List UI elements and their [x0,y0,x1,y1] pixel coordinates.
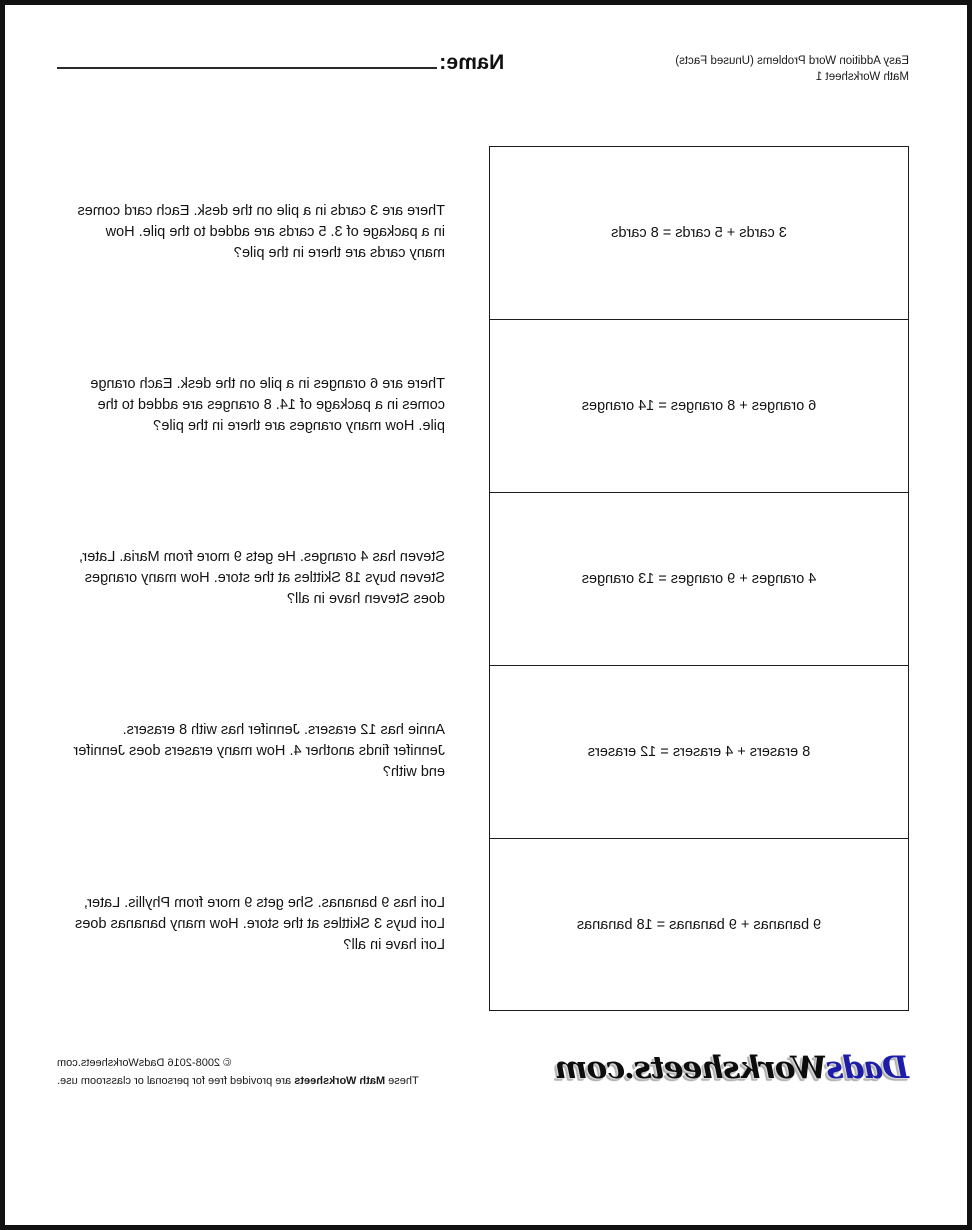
question-text: There are 6 oranges in a pile on the desk. Each orange comes in a package of 14. 8 oranges are added to the pile. How many oranges are there in the pile? [90,376,445,434]
problem-row [63,319,909,492]
copyright-text: © 2008-2016 DadsWorksheets.com [57,1057,232,1069]
answer-text: 6 oranges + 8 oranges = 14 oranges [581,398,817,414]
question-cell [63,838,489,1011]
answer-box[interactable] [489,146,909,319]
question-cell [63,665,489,838]
mirrored-page-content [5,5,967,1225]
problem-row [63,838,909,1011]
dadsworksheets-logo[interactable] [556,1048,909,1088]
answer-text: 3 cards + 5 cards = 8 cards [611,225,787,241]
worksheet-footer [57,1040,909,1120]
answer-box[interactable] [489,319,909,492]
name-field-block [57,49,504,75]
problem-row [63,146,909,319]
worksheet-subtitle: Math Worksheet 1 [815,71,909,83]
question-text: Lori has 9 bananas. She gets 9 more from Phyllis. Later, Lori buys 3 Skittles at the store. How many bananas does Lori have in all? [75,895,445,953]
question-cell [63,319,489,492]
usage-notice-suffix: are provided free for personal or classroom use. [57,1075,295,1087]
answer-text: 4 oranges + 9 oranges = 13 oranges [581,571,817,587]
problem-row [63,665,909,838]
problem-row [63,492,909,665]
logo-text-base: Worksheets.com [555,1050,827,1086]
usage-notice-strong: Math Worksheets [294,1075,386,1087]
problem-list [63,146,909,1011]
question-cell [63,492,489,665]
answer-box[interactable] [489,665,909,838]
worksheet-title: Easy Addition Word Problems (Unused Facts) [675,55,909,67]
question-text: There are 3 cards in a pile on the desk. Each card comes in a package of 3. 5 cards are added to the pile. How many cards are there in the pile? [77,203,445,261]
worksheet-sheet [5,5,967,1225]
answer-box[interactable] [489,838,909,1011]
worksheet-meta [675,53,909,85]
answer-text: 8 erasers + 4 erasers = 12 erasers [587,744,811,760]
question-text: Steven has 4 oranges. He gets 9 more from Maria. Later, Steven buys 18 Skittles at the store. How many oranges does Steven have in all? [79,549,445,607]
answer-text: 9 bananas + 9 bananas = 18 bananas [576,916,822,933]
name-label: Name: [439,51,505,74]
footer-credits [57,1054,419,1090]
question-text: Annie has 12 erasers. Jennifer has with 8 erasers. Jennifer finds another 4. How many erasers does Jennifer end with? [73,722,445,780]
answer-box[interactable] [489,492,909,665]
logo-text-accent: Dads [826,1050,909,1086]
worksheet-header [57,53,909,109]
name-input-line[interactable] [57,49,437,69]
question-cell [63,146,489,319]
usage-notice [57,1072,419,1090]
usage-notice-prefix: These [385,1075,419,1087]
